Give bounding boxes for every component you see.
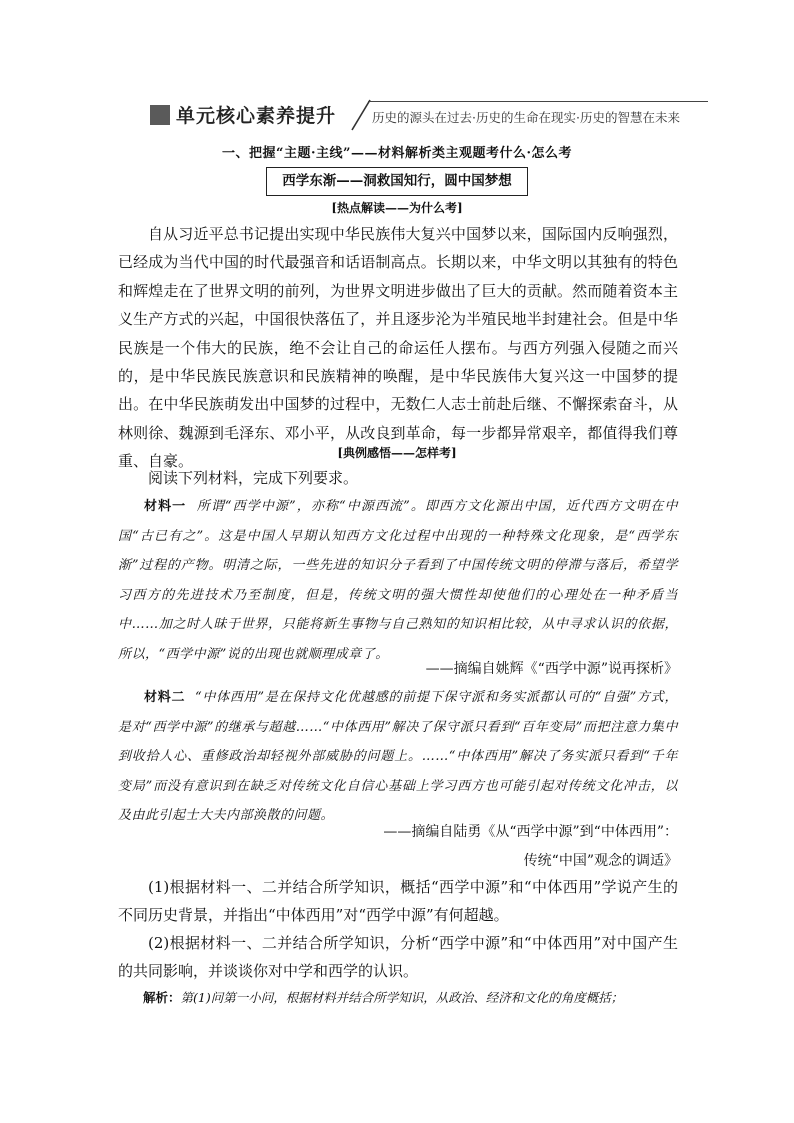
material-1-label: 材料一 xyxy=(144,499,187,514)
analysis-label: 解析： xyxy=(143,990,181,1005)
material-2-source-line1: ——摘编自陆勇《从“西学中源”到“中体西用”： xyxy=(383,824,678,840)
material-2-label: 材料二 xyxy=(144,690,186,705)
material-2-source-line2: 传统“中国”观念的调适》 xyxy=(523,853,678,869)
banner-title: 单元核心素养提升 xyxy=(176,105,337,127)
analysis-text: 第(1)问第一小问，根据材料并结合所学知识，从政治、经济和文化的角度概括； xyxy=(180,990,624,1005)
material-2-text: “中体西用”是在保持文化优越感的前提下保守派和务实派都认可的“自强”方式，是对“西学中源”的继承与超越……“中体西用”解决了保守派只看到“百年变局”而把注意力集中到收拾人心、重修政治却轻视外部威胁的问题上。……“中体西用”解决了务实派只看到“千年变局”而没有意识到在缺乏对传统文化自信心基础上学习西方也可能引起对传统文化冲击，以及由此引起士大夫内部涣散的问题。 xyxy=(118,690,678,823)
banner-rule xyxy=(368,101,708,102)
material-1 xyxy=(118,492,678,669)
question-2: (2)根据材料一、二并结合所学知识，分析“西学中源”和“中体西用”对中国产生的共同影响，并谈谈你对中学和西学的认识。 xyxy=(118,934,678,980)
example-heading: [典例感悟——怎样考] xyxy=(337,446,457,460)
question-1: (1)根据材料一、二并结合所学知识，概括“西学中源”和“中体西用”学说产生的不同历史背景，并指出“中体西用”对“西学中源”有何超越。 xyxy=(118,878,678,924)
material-2 xyxy=(118,683,678,831)
theme-box: 西学东渐——洞救国知行，圆中国梦想 xyxy=(266,167,528,196)
unit-banner xyxy=(150,98,708,132)
material-1-source: ——摘编自姚辉《“西学中源”说再探析》 xyxy=(425,661,678,677)
banner-subtitle: 历史的源头在过去·历史的生命在现实·历史的智慧在未来 xyxy=(372,110,680,125)
material-1-text: 所谓“西学中源”，亦称“中源西流”。即西方文化源出中国，近代西方文明在中国“古已有之”。这是中国人早期认知西方文化过程中出现的一种特殊文化现象，是“西学东渐”过程的产物。明清之际，一些先进的知识分子看到了中国传统文明的停滞与落后，希望学习西方的先进技术乃至制度，但是，传统文明的强大惯性却使他们的心理处在一种矛盾当中……加之时人昧于世界，只能将新生事物与自己熟知的知识相比较，从中寻求认识的依据，所以，“西学中源”说的出现也就顺理成章了。 xyxy=(118,499,678,662)
section-title: 一、把握“主题·主线”——材料解析类主观题考什么·怎么考 xyxy=(221,146,572,161)
hotspot-heading: [热点解读——为什么考] xyxy=(331,201,463,215)
analysis xyxy=(118,984,678,1012)
intro-paragraph: 自从习近平总书记提出实现中华民族伟大复兴中国梦以来，国际国内反响强烈，已经成为当代中国的时代最强音和话语制高点。长期以来，中华文明以其独有的特色和辉煌走在了世界文明的前列，为世界文明进步做出了巨大的贡献。然而随着资本主义生产方式的兴起，中国很快落伍了，并且逐步沦为半殖民地半封建社会。但是中华民族是一个伟大的民族，绝不会让自己的命运任人摆布。与西方列强入侵随之而兴的，是中华民族民族意识和民族精神的唤醒，是中华民族伟大复兴这一中国梦的提出。在中华民族萌发出中国梦的过程中，无数仁人志士前赴后继、不懈探索奋斗，从林则徐、魏源到毛泽东、邓小平，从改良到革命，每一步都异常艰辛，都值得我们尊重、自豪。 xyxy=(118,225,678,471)
instruction-text: 阅读下列材料，完成下列要求。 xyxy=(148,469,359,487)
banner-square-icon xyxy=(150,105,170,125)
